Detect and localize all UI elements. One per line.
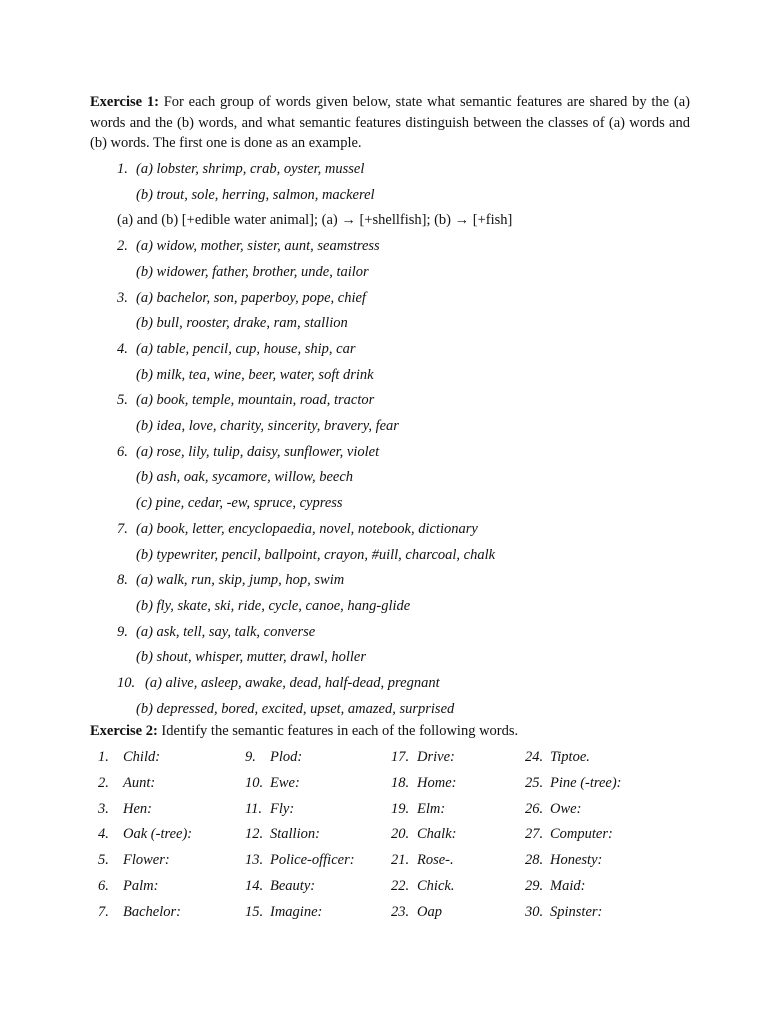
item-number: 1. [117, 161, 128, 177]
exercise-2-instructions: Identify the semantic features in each of the following words. [157, 723, 519, 739]
feature-word: Maid: [550, 878, 586, 894]
exercise-2-intro [90, 722, 518, 740]
feature-word: Computer: [550, 826, 613, 843]
item-number: 5. [117, 392, 128, 409]
exercise-1-heading: Exercise 1: [90, 94, 159, 110]
feature-word: Flower: [123, 852, 170, 869]
feature-word: Oap [417, 903, 442, 920]
feature-word: Rose-. [417, 852, 454, 869]
feature-word: Tiptoe. [550, 749, 590, 765]
word-group-line: (a) table, pencil, cup, house, ship, car [136, 340, 356, 357]
feature-word: Home: [417, 774, 457, 791]
word-number: 11. [245, 800, 263, 817]
word-number: 27. [525, 826, 544, 843]
feature-word: Child: [123, 749, 161, 765]
feature-word: Pine (-tree): [550, 774, 622, 791]
exercise-1-instructions: For each group of words given below, state what semantic features are shared by the (a) words and the (b) words, and what semantic features distinguish between the classes of (a) words and (b) words. The first one is done as an example. [90, 94, 690, 151]
word-number: 3. [98, 800, 109, 817]
exercise-2-heading: Exercise 2: [90, 723, 158, 739]
item-number: 7. [117, 520, 128, 537]
word-number: 13. [245, 852, 264, 869]
word-number: 25. [525, 774, 544, 791]
word-number: 14. [245, 878, 264, 894]
word-number: 1. [98, 749, 109, 765]
feature-word: Palm: [123, 878, 159, 894]
word-number: 24. [525, 749, 544, 765]
feature-word: Owe: [550, 800, 582, 817]
word-number: 7. [98, 903, 109, 920]
item-number: 6. [117, 443, 128, 460]
feature-word: Honesty: [550, 852, 603, 869]
feature-word: Hen: [123, 800, 152, 817]
word-group-line: (a) ask, tell, say, talk, converse [136, 623, 316, 640]
feature-word: Police-officer: [270, 852, 355, 869]
word-number: 4. [98, 826, 109, 843]
word-number: 18. [391, 774, 410, 791]
feature-word: Elm: [417, 800, 446, 817]
word-number: 10. [245, 774, 264, 791]
feature-word: Aunt: [123, 774, 156, 791]
feature-word: Fly: [270, 800, 295, 817]
word-number: 6. [98, 878, 109, 894]
word-group-line: (b) fly, skate, ski, ride, cycle, canoe, hang-glide [136, 597, 411, 614]
exercise-1-intro [90, 92, 690, 154]
word-group-line: (c) pine, cedar, -ew, spruce, cypress [136, 495, 343, 512]
feature-word: Chick. [417, 878, 455, 894]
word-group-line: (a) book, temple, mountain, road, tractor [136, 392, 375, 409]
word-group-line: (a) bachelor, son, paperboy, pope, chief [136, 289, 366, 306]
item-number: 2. [117, 238, 128, 255]
item-number: 9. [117, 623, 128, 640]
feature-word: Stallion: [270, 826, 320, 843]
feature-word: Ewe: [270, 774, 300, 791]
word-group-line: (b) idea, love, charity, sincerity, bravery, fear [136, 418, 399, 434]
word-number: 15. [245, 903, 264, 920]
word-group-line: (a) rose, lily, tulip, daisy, sunflower, violet [136, 443, 380, 460]
word-number: 26. [525, 800, 544, 817]
word-group-line: (b) typewriter, pencil, ballpoint, crayon, #uill, charcoal, chalk [136, 546, 496, 563]
word-group-line: (a) alive, asleep, awake, dead, half-dead, pregnant [145, 675, 440, 691]
word-number: 28. [525, 852, 544, 869]
feature-word: Bachelor: [123, 903, 181, 920]
word-group-line: (a) lobster, shrimp, crab, oyster, mussel [136, 161, 365, 177]
word-number: 9. [245, 749, 256, 765]
feature-word: Spinster: [550, 903, 603, 920]
word-group-line: (b) shout, whisper, mutter, drawl, holler [136, 649, 366, 666]
feature-word: Oak (-tree): [123, 826, 193, 843]
word-number: 12. [245, 826, 264, 843]
word-group-line: (b) ash, oak, sycamore, willow, beech [136, 469, 354, 486]
word-number: 2. [98, 774, 109, 791]
word-number: 30. [525, 903, 544, 920]
word-group-line: (b) bull, rooster, drake, ram, stallion [136, 315, 348, 332]
word-group-line: (a) book, letter, encyclopaedia, novel, notebook, dictionary [136, 520, 478, 537]
item-number: 4. [117, 340, 128, 357]
word-number: 29. [525, 878, 544, 894]
word-group-line: (b) trout, sole, herring, salmon, mackerel [136, 186, 375, 203]
word-group-line: (b) depressed, bored, excited, upset, amazed, surprised [136, 700, 455, 717]
word-group-line: (a) widow, mother, sister, aunt, seamstress [136, 238, 380, 255]
word-group-line: (a) walk, run, skip, jump, hop, swim [136, 572, 345, 589]
word-group-line: (b) widower, father, brother, unde, tailor [136, 263, 369, 280]
item-number: 10. [117, 675, 136, 691]
worked-example: (a) and (b) [+edible water animal]; (a) → [+shellfish]; (b) → [+fish] [117, 212, 513, 229]
feature-word: Drive: [417, 749, 455, 765]
item-number: 8. [117, 572, 128, 589]
word-group-line: (b) milk, tea, wine, beer, water, soft drink [136, 366, 374, 383]
feature-word: Plod: [270, 749, 303, 765]
feature-word: Beauty: [270, 878, 316, 894]
word-number: 19. [391, 800, 410, 817]
feature-word: Imagine: [270, 903, 323, 920]
word-number: 21. [391, 852, 410, 869]
word-number: 5. [98, 852, 109, 869]
word-number: 22. [391, 878, 410, 894]
word-number: 23. [391, 903, 410, 920]
word-number: 17. [391, 749, 410, 765]
word-number: 20. [391, 826, 410, 843]
feature-word: Chalk: [417, 826, 457, 843]
item-number: 3. [117, 289, 128, 306]
